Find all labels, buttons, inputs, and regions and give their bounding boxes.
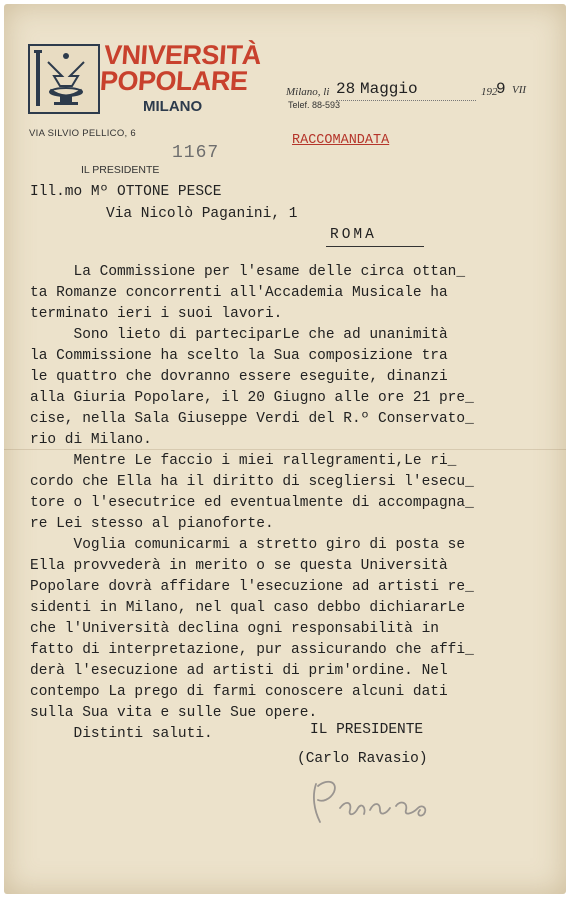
body-line: terminato ieri i suoi lavori. (30, 306, 283, 322)
body-line: Voglia comunicarmi a stretto giro di posta se (30, 537, 466, 553)
body-line: sidenti in Milano, nel qual caso debbo dichiararLe (30, 600, 466, 616)
university-logo (28, 44, 100, 114)
president-label: IL PRESIDENTE (81, 164, 160, 176)
body-line: fatto di interpretazione, pur assicurando che affi_ (30, 642, 474, 658)
body-line: La Commissione per l'esame delle circa ottan_ (30, 264, 466, 280)
body-line: la Commissione ha scelto la Sua composizione tra (30, 348, 448, 364)
body-line: derà l'esecuzione ad artisti di prim'ordine. Nel (30, 663, 448, 679)
body-line: re Lei stesso al pianoforte. (30, 516, 274, 532)
body-line: Ella provvederà in merito o se questa Università (30, 558, 448, 574)
body-line: sulla Sua vita e sulle Sue opere. (30, 705, 318, 721)
body-line: Sono lieto di parteciparLe che ad unanimità (30, 327, 448, 343)
body-line: cise, nella Sala Giuseppe Verdi del R.º Conservato_ (30, 411, 474, 427)
recipient-street: Via Nicolò Paganini, 1 (106, 206, 298, 222)
city-underline (326, 246, 424, 247)
body-line: rio di Milano. (30, 432, 152, 448)
body-line: tore o l'esecutrice ed eventualmente di accompagna_ (30, 495, 474, 511)
protocol-number-stamp: 1167 (172, 143, 220, 163)
brand-city: MILANO (143, 98, 203, 115)
letterhead-address: VIA SILVIO PELLICO, 6 (29, 128, 136, 139)
place-label: Milano, li (286, 86, 330, 98)
date-month: Maggio (360, 80, 418, 98)
body-line: alla Giuria Popolare, il 20 Giugno alle ore 21 pre_ (30, 390, 474, 406)
body-line: Popolare dovrà affidare l'esecuzione ad artisti re_ (30, 579, 474, 595)
body-line: ta Romanze concorrenti all'Accademia Musicale ha (30, 285, 448, 301)
fold-crease (4, 449, 566, 450)
date-dotted-line (336, 100, 476, 101)
brand-name-line1: VNIVERSITÀ (102, 40, 263, 70)
fascist-era-year: VII (512, 84, 527, 96)
signatory-title: IL PRESIDENTE (310, 722, 424, 738)
lamp-emblem-icon (30, 46, 98, 112)
recipient-city: ROMA (330, 227, 377, 243)
body-line: cordo che Ella ha il diritto di scegliersi l'esecu_ (30, 474, 474, 490)
body-line: le quattro che dovranno essere eseguite, dinanzi (30, 369, 448, 385)
body-line: contempo La prego di farmi conoscere alcuni dati (30, 684, 448, 700)
telephone: Telef. 88-593 (288, 100, 341, 110)
signatory-name: (Carlo Ravasio) (297, 751, 428, 767)
handwritten-signature (300, 772, 450, 832)
brand-name-line2: POPOLARE (98, 66, 249, 96)
body-line: Distinti saluti. (30, 726, 213, 742)
body-line: Mentre Le faccio i miei rallegramenti,Le ri_ (30, 453, 457, 469)
body-line: che l'Università declina ogni responsabilità in (30, 621, 439, 637)
year-prefix: 192 (481, 86, 498, 98)
date-day: 28 (336, 80, 356, 98)
registered-mail-mark: RACCOMANDATA (292, 133, 390, 148)
year-digit: 9 (496, 80, 506, 98)
recipient-name: Ill.mo Mº OTTONE PESCE (30, 184, 222, 200)
